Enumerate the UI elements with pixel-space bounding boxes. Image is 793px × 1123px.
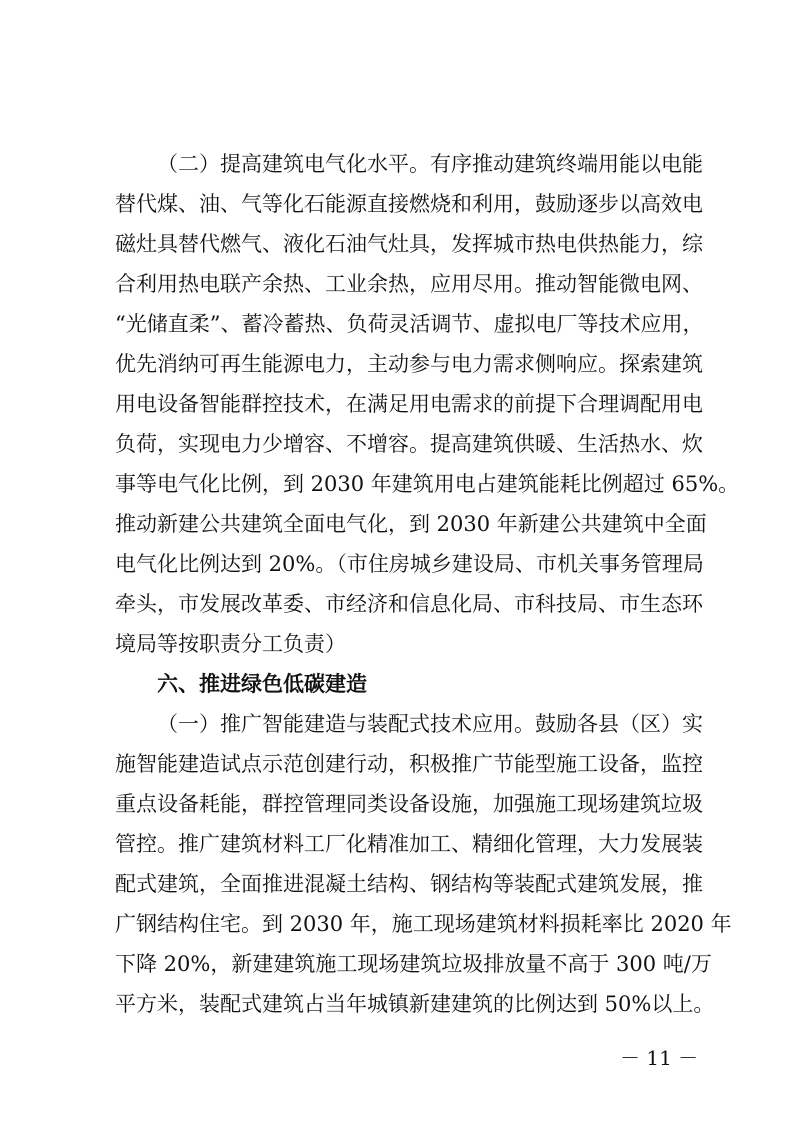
paragraph-1-line-3: 磁灶具替代燃气、液化石油气灶具，发挥城市热电供热能力，综 <box>115 232 703 256</box>
paragraph-1-line-13: 境局等按职责分工负责） <box>115 632 346 656</box>
paragraph-1-line-2: 替代煤、油、气等化石能源直接燃烧和利用，鼓励逐步以高效电 <box>115 192 703 216</box>
paragraph-1-line-4: 合利用热电联产余热、工业余热，应用尽用。推动智能微电网、 <box>115 272 703 296</box>
page-number: － 11 － <box>620 1046 699 1070</box>
paragraph-1-line-9: 事等电气化比例，到 2030 年建筑用电占建筑能耗比例超过 65%。 <box>115 472 740 496</box>
paragraph-2-line-4: 管控。推广建筑材料工厂化精准加工、精细化管理，大力发展装 <box>115 832 703 856</box>
paragraph-1-line-1: （二）提高建筑电气化水平。有序推动建筑终端用能以电能 <box>157 152 703 176</box>
paragraph-1-line-6: 优先消纳可再生能源电力，主动参与电力需求侧响应。探索建筑 <box>115 352 703 376</box>
paragraph-2-line-6: 广钢结构住宅。到 2030 年，施工现场建筑材料损耗率比 2020 年 <box>115 912 732 936</box>
paragraph-2-line-5: 配式建筑，全面推进混凝土结构、钢结构等装配式建筑发展，推 <box>115 872 703 896</box>
paragraph-1-line-10: 推动新建公共建筑全面电气化，到 2030 年新建公共建筑中全面 <box>115 512 707 536</box>
paragraph-1-line-8: 负荷，实现电力少增容、不增容。提高建筑供暖、生活热水、炊 <box>115 432 703 456</box>
paragraph-1-line-5: “光储直柔”、蓄冷蓄热、负荷灵活调节、虚拟电厂等技术应用， <box>115 312 704 336</box>
paragraph-2-line-7: 下降 20%，新建建筑施工现场建筑垃圾排放量不高于 300 吨/万 <box>115 952 712 976</box>
paragraph-2-line-2: 施智能建造试点示范创建行动，积极推广节能型施工设备，监控 <box>115 752 703 776</box>
paragraph-2-line-1: （一）推广智能建造与装配式技术应用。鼓励各县（区）实 <box>157 712 703 736</box>
section-heading: 六、推进绿色低碳建造 <box>157 672 367 696</box>
paragraph-2-line-8: 平方米，装配式建筑占当年城镇新建建筑的比例达到 50%以上。 <box>115 992 715 1016</box>
paragraph-1-line-12: 牵头，市发展改革委、市经济和信息化局、市科技局、市生态环 <box>115 592 703 616</box>
paragraph-1-line-7: 用电设备智能群控技术，在满足用电需求的前提下合理调配用电 <box>115 392 703 416</box>
paragraph-2-line-3: 重点设备耗能，群控管理同类设备设施，加强施工现场建筑垃圾 <box>115 792 703 816</box>
paragraph-1-line-11: 电气化比例达到 20%。（市住房城乡建设局、市机关事务管理局 <box>115 552 704 576</box>
